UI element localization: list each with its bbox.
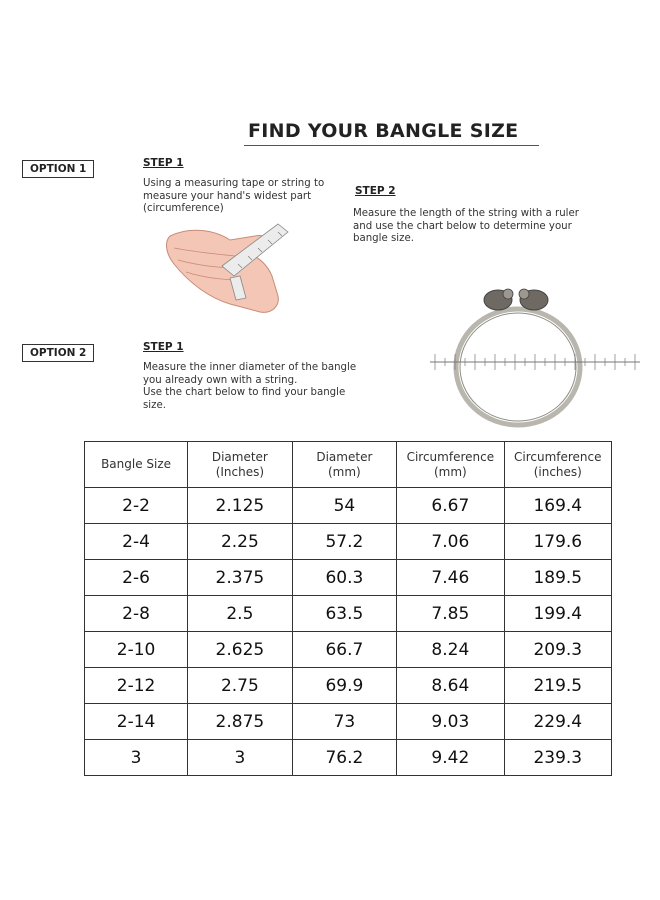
cell-circumference-mm: 6.67 (397, 488, 504, 524)
cell-circumference-mm: 7.46 (397, 560, 504, 596)
cell-diameter-mm: 54 (292, 488, 397, 524)
title-underline (244, 145, 539, 146)
bangle-size-table (84, 441, 612, 776)
header-circumference-inches: Circumference (inches) (504, 442, 611, 488)
header-circumference-mm: Circumference (mm) (397, 442, 504, 488)
cell-diameter-inches: 2.5 (188, 596, 293, 632)
cell-diameter-inches: 2.875 (188, 704, 293, 740)
cell-diameter-mm: 73 (292, 704, 397, 740)
cell-circumference-inches: 179.6 (504, 524, 611, 560)
header-diameter-inches: Diameter (Inches) (188, 442, 293, 488)
cell-size: 2-6 (85, 560, 188, 596)
cell-diameter-mm: 76.2 (292, 740, 397, 776)
cell-circumference-mm: 8.24 (397, 632, 504, 668)
table-row (85, 740, 612, 776)
cell-diameter-mm: 63.5 (292, 596, 397, 632)
cell-size: 2-14 (85, 704, 188, 740)
option-2-step-1-label: STEP 1 (143, 341, 184, 353)
cell-size: 3 (85, 740, 188, 776)
hand-measuring-illustration (160, 218, 300, 318)
cell-size: 2-12 (85, 668, 188, 704)
header-bangle-size: Bangle Size (85, 442, 188, 488)
cell-circumference-inches: 209.3 (504, 632, 611, 668)
table-row (85, 704, 612, 740)
table-header-row (85, 442, 612, 488)
table-row (85, 668, 612, 704)
bangle-with-ruler-illustration (430, 272, 645, 432)
cell-diameter-inches: 2.75 (188, 668, 293, 704)
table-row (85, 596, 612, 632)
table-row (85, 560, 612, 596)
cell-circumference-inches: 199.4 (504, 596, 611, 632)
cell-size: 2-2 (85, 488, 188, 524)
table-row (85, 488, 612, 524)
page-title: FIND YOUR BANGLE SIZE (248, 120, 519, 142)
cell-circumference-inches: 169.4 (504, 488, 611, 524)
table-row (85, 524, 612, 560)
cell-circumference-mm: 9.03 (397, 704, 504, 740)
cell-diameter-inches: 2.625 (188, 632, 293, 668)
cell-circumference-mm: 9.42 (397, 740, 504, 776)
cell-diameter-inches: 2.375 (188, 560, 293, 596)
cell-diameter-inches: 2.125 (188, 488, 293, 524)
cell-size: 2-4 (85, 524, 188, 560)
option-1-step-1-label: STEP 1 (143, 157, 184, 169)
table-row (85, 632, 612, 668)
cell-diameter-mm: 60.3 (292, 560, 397, 596)
cell-circumference-inches: 239.3 (504, 740, 611, 776)
cell-circumference-inches: 189.5 (504, 560, 611, 596)
cell-diameter-mm: 69.9 (292, 668, 397, 704)
option-2-step-1-text: Measure the inner diameter of the bangle you already own with a string. Use the chart below to find your bangle size. (143, 362, 357, 411)
cell-circumference-mm: 8.64 (397, 668, 504, 704)
cell-circumference-mm: 7.06 (397, 524, 504, 560)
header-diameter-mm: Diameter (mm) (292, 442, 397, 488)
cell-size: 2-10 (85, 632, 188, 668)
option-2-label: OPTION 2 (22, 344, 94, 362)
cell-diameter-mm: 66.7 (292, 632, 397, 668)
cell-diameter-mm: 57.2 (292, 524, 397, 560)
cell-circumference-inches: 229.4 (504, 704, 611, 740)
option-1-step-2-text: Measure the length of the string with a ruler and use the chart below to determine your bangle size. (353, 208, 579, 244)
option-1-step-1-text: Using a measuring tape or string to measure your hand's widest part (circumference) (143, 178, 325, 214)
option-1-step-2-label: STEP 2 (355, 185, 396, 197)
cell-diameter-inches: 3 (188, 740, 293, 776)
cell-size: 2-8 (85, 596, 188, 632)
cell-circumference-inches: 219.5 (504, 668, 611, 704)
cell-diameter-inches: 2.25 (188, 524, 293, 560)
cell-circumference-mm: 7.85 (397, 596, 504, 632)
option-1-label: OPTION 1 (22, 160, 94, 178)
